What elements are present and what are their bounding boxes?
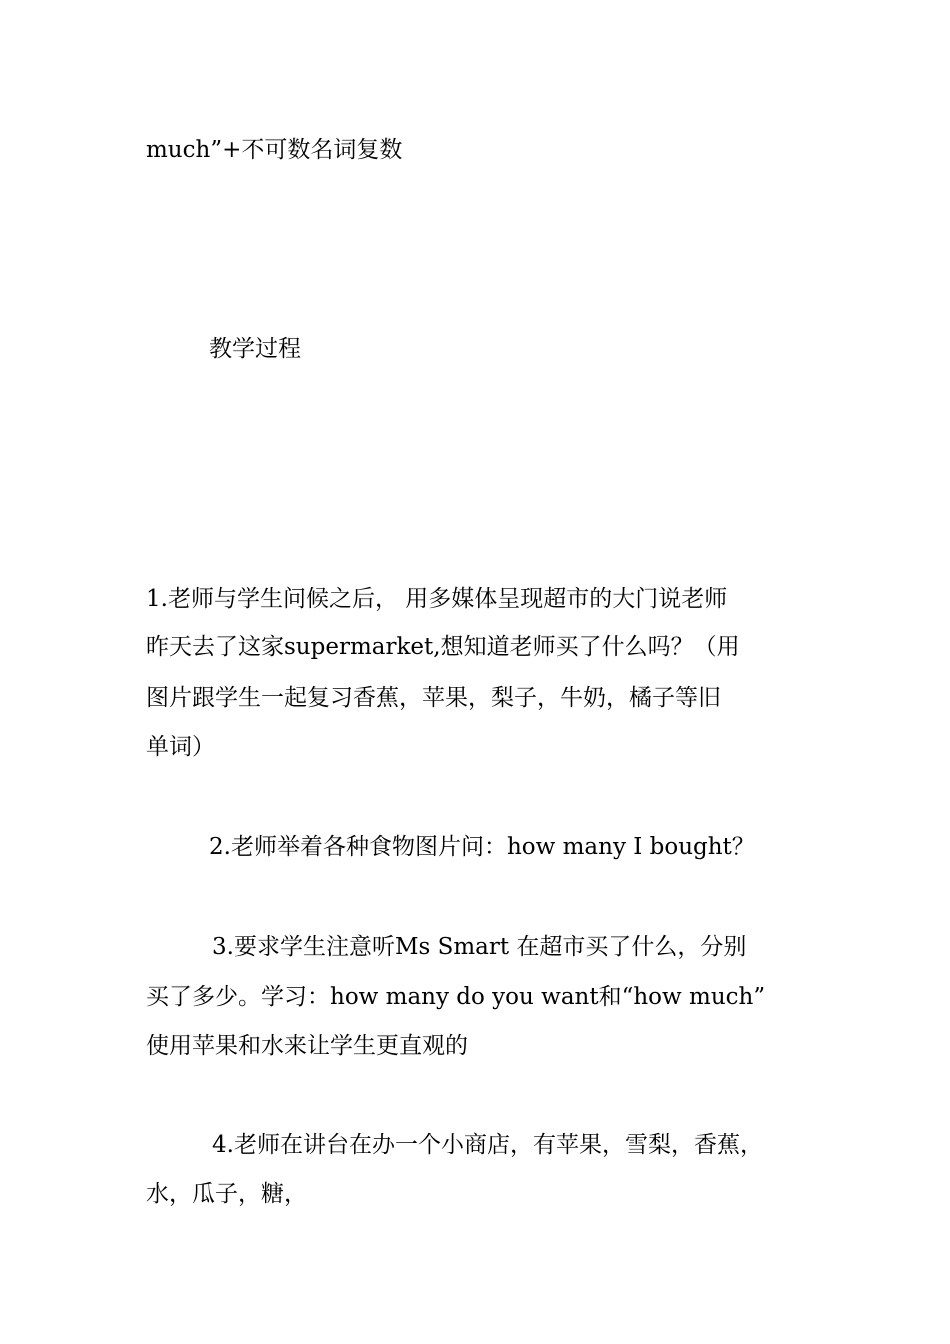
section-heading: 教学过程 bbox=[209, 336, 301, 362]
paragraph-1-line-2: 昨天去了这家supermarket,想知道老师买了什么吗？（用 bbox=[146, 634, 740, 660]
text-line: much”+不可数名词复数 bbox=[146, 137, 403, 163]
paragraph-1-line-4: 单词） bbox=[146, 734, 215, 760]
paragraph-4-line-1: 4.老师在讲台在办一个小商店，有苹果，雪梨，香蕉， bbox=[212, 1132, 763, 1158]
paragraph-1-line-3: 图片跟学生一起复习香蕉，苹果，梨子，牛奶，橘子等旧 bbox=[146, 685, 721, 711]
paragraph-3-line-1: 3.要求学生注意听Ms Smart 在超市买了什么，分别 bbox=[212, 934, 747, 960]
paragraph-2: 2.老师举着各种食物图片问：how many I bought？ bbox=[209, 834, 755, 860]
paragraph-4-line-2: 水，瓜子，糖， bbox=[146, 1181, 307, 1207]
paragraph-3-line-3: 使用苹果和水来让学生更直观的 bbox=[146, 1033, 468, 1059]
paragraph-1-line-1: 1.老师与学生问候之后， 用多媒体呈现超市的大门说老师 bbox=[146, 586, 728, 612]
paragraph-3-line-2: 买了多少。学习：how many do you want和“how much” bbox=[146, 984, 766, 1010]
